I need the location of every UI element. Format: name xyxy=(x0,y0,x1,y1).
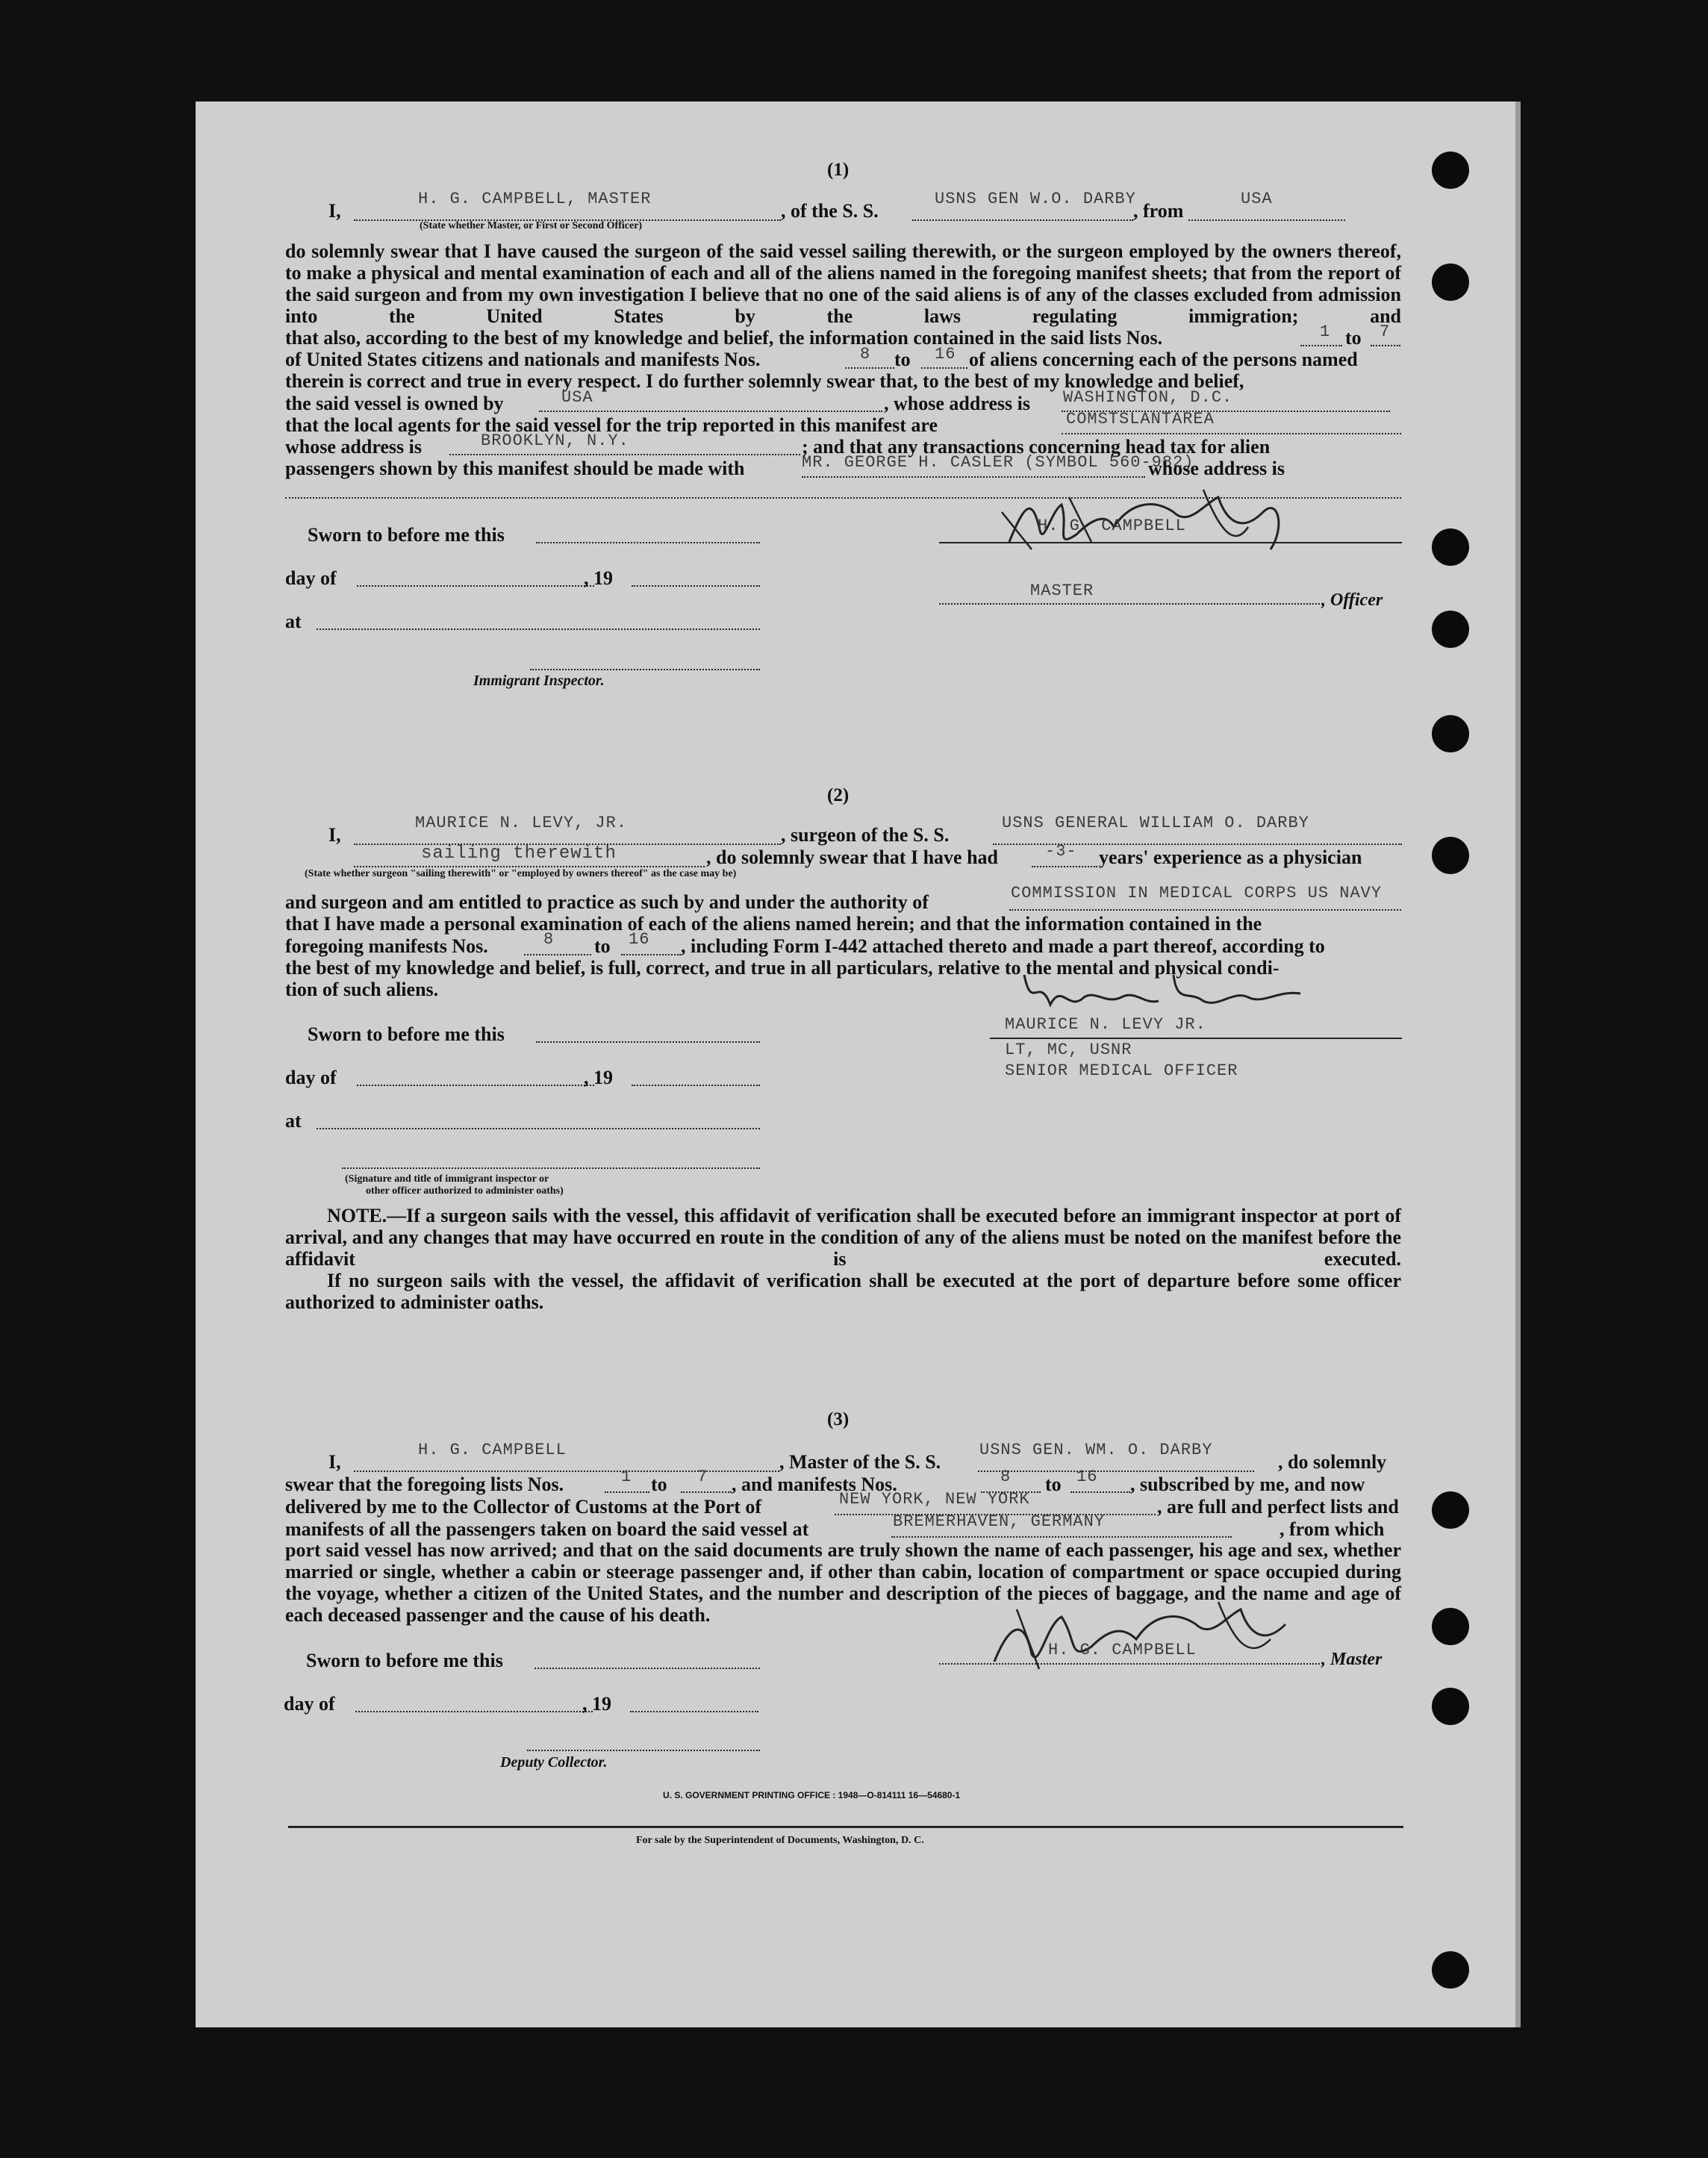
from-which-text: , from which xyxy=(1280,1518,1385,1540)
from-label: , from xyxy=(1133,200,1184,222)
year2-line xyxy=(632,1085,760,1086)
surgeon-of-label: , surgeon of the S. S. xyxy=(781,824,950,846)
at-line xyxy=(317,629,760,630)
subscribed-text: , subscribed by me, and now xyxy=(1130,1474,1365,1495)
transactions-text: ; and that any transactions concerning head tax for alien xyxy=(802,436,1271,458)
master3-typed-name: H. G. CAMPBELL xyxy=(1048,1641,1197,1659)
at2-label: at xyxy=(285,1110,302,1132)
master-label: , Master xyxy=(1321,1650,1383,1669)
manifests3-to-line xyxy=(1070,1491,1130,1493)
surgeon-typed-name: MAURICE N. LEVY JR. xyxy=(1005,1015,1206,1034)
section1-number: (1) xyxy=(827,160,850,180)
vessel-value: USNS GEN W.O. DARBY xyxy=(935,190,1136,208)
inspector-line xyxy=(530,669,760,670)
agents-address-line xyxy=(449,454,800,455)
manifests-from-line xyxy=(845,367,894,369)
lists-from-line xyxy=(1300,345,1342,346)
of-ss-label: , of the S. S. xyxy=(781,200,879,222)
paper-edge xyxy=(1515,102,1521,2027)
swear-text: swear that the foregoing lists Nos. xyxy=(285,1474,564,1495)
year-line xyxy=(632,585,760,587)
manifests3-to-value: 16 xyxy=(1076,1468,1098,1486)
punch-hole xyxy=(1432,715,1469,752)
master3-line xyxy=(354,1471,779,1472)
us-citizens-text: of United States citizens and nationals and manifests Nos. xyxy=(285,349,761,370)
at-label: at xyxy=(285,611,302,632)
manifests-to-value: 16 xyxy=(935,345,956,364)
to-label: to xyxy=(1345,327,1362,349)
lists3-from-value: 1 xyxy=(621,1468,632,1486)
punch-hole xyxy=(1432,528,1469,566)
immigrant-inspector-label: Immigrant Inspector. xyxy=(473,673,605,689)
punch-hole xyxy=(1432,837,1469,874)
passengers-label: passengers shown by this manifest should be made with xyxy=(285,458,745,479)
surgeon-name-value: MAURICE N. LEVY, JR. xyxy=(415,814,628,832)
section1-i: I, xyxy=(328,200,341,222)
authority-line xyxy=(1009,909,1401,911)
vessel-line xyxy=(912,219,1133,221)
therein-text: therein is correct and true in every respect. I do further solemnly swear that, to the best of my knowledge and belief, xyxy=(285,370,1244,392)
from-line xyxy=(1188,219,1345,221)
master-title-value: MASTER xyxy=(1030,581,1094,600)
whose-address2-label: whose address is xyxy=(285,436,423,458)
master-name-value: H. G. CAMPBELL, MASTER xyxy=(418,190,652,208)
day2-label: day of xyxy=(285,1067,337,1088)
foregoing-label: foregoing manifests Nos. xyxy=(285,935,488,957)
sailing-line xyxy=(354,866,705,867)
lists-to-line xyxy=(1371,345,1400,346)
officer-line xyxy=(939,603,1320,605)
manifests-all-text: manifests of all the passengers taken on board the said vessel at xyxy=(285,1518,809,1540)
lists-from-value: 1 xyxy=(1320,322,1331,341)
manifests2-to-value: 16 xyxy=(629,930,650,949)
surgeon-title: SENIOR MEDICAL OFFICER xyxy=(1005,1061,1238,1080)
punch-hole xyxy=(1432,1491,1469,1529)
whose-address-label: , whose address is xyxy=(884,393,1031,414)
sworn3-line xyxy=(534,1668,760,1669)
sworn2-label: Sworn to before me this xyxy=(308,1023,505,1045)
year-label: , 19 xyxy=(584,567,613,589)
punch-hole xyxy=(1432,1608,1469,1645)
authority-value: COMMISSION IN MEDICAL CORPS US NAVY xyxy=(1011,884,1383,902)
vessel3-line xyxy=(978,1471,1254,1472)
owner-address-value: WASHINGTON, D.C. xyxy=(1063,388,1233,407)
day-of-label: day of xyxy=(285,567,337,589)
year3-line xyxy=(630,1711,758,1712)
section3-paragraph: port said vessel has now arrived; and that on the said documents are truly shown the name of each passenger, his age and sex, whether married or single, whether a cabin or steerage passenger and, if other than cabin, location of compartment or space occupied during the voyage, whether a citizen of the United States, and the number and description of the pieces of baggage, and the name and age of each deceased passenger and the cause of his death. xyxy=(285,1539,1401,1626)
to-label: to xyxy=(894,349,911,370)
lists3-to-line xyxy=(681,1491,732,1493)
including-text: , including Form I-442 attached thereto and made a part thereof, according to xyxy=(681,935,1325,957)
master3-name-value: H. G. CAMPBELL xyxy=(418,1441,567,1459)
at2-line xyxy=(317,1128,760,1129)
section2-i: I, xyxy=(328,824,341,846)
to-label: to xyxy=(594,935,611,957)
section3-i: I, xyxy=(328,1451,341,1473)
agents-line xyxy=(1062,433,1401,434)
manifests-to-line xyxy=(921,367,967,369)
day2-line xyxy=(357,1085,594,1086)
inspector-note-2: other officer authorized to administer oaths) xyxy=(366,1185,564,1197)
head-tax-contact-value: MR. GEORGE H. CASLER (SYMBOL 560-982) xyxy=(802,453,1194,472)
manifests-from-value: 8 xyxy=(860,345,871,364)
collector-line xyxy=(527,1750,760,1751)
surgeon-note: (State whether surgeon "sailing therewith" or "employed by owners thereof" as the case may be) xyxy=(305,868,737,879)
note1-paragraph: NOTE.—If a surgeon sails with the vessel, this affidavit of verification shall be executed before an immigrant inspector at port of arrival, and any changes that may have occurred en route in the condition of any of the aliens must be noted on the manifest before the affidavit is executed. xyxy=(285,1205,1401,1270)
for-sale-line: For sale by the Superintendent of Documents, Washington, D. C. xyxy=(636,1835,924,1846)
from-value: USA xyxy=(1241,190,1273,208)
sworn-label: Sworn to before me this xyxy=(308,524,505,546)
inspector2-line xyxy=(342,1167,760,1169)
sworn3-label: Sworn to before me this xyxy=(306,1650,503,1671)
best-text: the best of my knowledge and belief, is full, correct, and true in all particulars, relative to the mental and physical condi- xyxy=(285,957,1280,979)
master-note: (State whether Master, or First or Second Officer) xyxy=(420,220,643,231)
years-line xyxy=(1032,866,1097,867)
do-swear-text: , do solemnly swear that I have had xyxy=(706,846,999,868)
printing-office-line: U. S. GOVERNMENT PRINTING OFFICE : 1948—O-814111 16—54680-1 xyxy=(663,1790,961,1800)
port-value: NEW YORK, NEW YORK xyxy=(839,1490,1030,1509)
manifests3-from-value: 8 xyxy=(1000,1468,1012,1486)
day3-label: day of xyxy=(284,1693,335,1715)
are-full-text: , are full and perfect lists and xyxy=(1157,1496,1399,1518)
section3-number: (3) xyxy=(827,1409,850,1429)
owner-value: USA xyxy=(561,388,593,407)
exam-text: that I have made a personal examination of each of the aliens named herein; and that the information contained in the xyxy=(285,913,1262,935)
punch-hole xyxy=(1432,611,1469,648)
master-typed-name: H. G. CAMPBELL xyxy=(1038,517,1186,535)
punch-hole xyxy=(1432,263,1469,301)
lists3-to-value: 7 xyxy=(697,1468,708,1486)
delivered-text: delivered by me to the Collector of Customs at the Port of xyxy=(285,1496,762,1518)
master-of-label: , Master of the S. S. xyxy=(779,1451,941,1473)
master-sign-line xyxy=(939,542,1402,543)
surgeon-sign-line xyxy=(990,1038,1402,1039)
do-solemnly-text: , do solemnly xyxy=(1278,1451,1387,1473)
punch-hole xyxy=(1432,152,1469,189)
whose-address3-label: whose address is xyxy=(1148,458,1285,479)
sworn-line xyxy=(536,542,760,543)
authority-text: and surgeon and am entitled to practice as such by and under the authority of xyxy=(285,891,929,913)
agents-value: COMSTSLANTAREA xyxy=(1066,410,1215,428)
owned-by-label: the said vessel is owned by xyxy=(285,393,504,414)
manifests2-to-line xyxy=(621,954,681,955)
such-aliens-text: tion of such aliens. xyxy=(285,979,439,1000)
year3-label: , 19 xyxy=(582,1693,611,1715)
head-tax-line xyxy=(802,476,1145,478)
punch-hole xyxy=(1432,1951,1469,1989)
and-also-text: that also, according to the best of my knowledge and belief, the information contained in the said lists Nos. xyxy=(285,327,1163,349)
surgeon-rank: LT, MC, USNR xyxy=(1005,1041,1132,1059)
manifest-back-page xyxy=(196,102,1521,2027)
vessel3-value: USNS GEN. WM. O. DARBY xyxy=(979,1441,1213,1459)
lists3-from-line xyxy=(605,1491,649,1493)
deputy-collector-label: Deputy Collector. xyxy=(500,1754,608,1771)
to-label: to xyxy=(1045,1474,1062,1495)
years-value: -3- xyxy=(1045,842,1077,861)
sworn2-line xyxy=(536,1041,760,1043)
officer-label: , Officer xyxy=(1321,590,1383,610)
manifests2-from-value: 8 xyxy=(543,930,555,949)
vessel2-value: USNS GENERAL WILLIAM O. DARBY xyxy=(1002,814,1309,832)
section1-paragraph: do solemnly swear that I have caused the surgeon of the said vessel sailing therewith, or the surgeon employed by the owners thereof, to make a physical and mental examination of each and all of the aliens named in the foregoing manifest sheets; that from the report of the said surgeon and from my own investigation I believe that no one of the said aliens is of any of the classes excluded from admission into the United States by the laws regulating immigration; and xyxy=(285,240,1401,327)
years-exp-text: years' experience as a physician xyxy=(1099,846,1362,868)
manifests2-from-line xyxy=(524,954,591,955)
punch-hole xyxy=(1432,1688,1469,1725)
local-agents-label: that the local agents for the said vessel for the trip reported in this manifest are xyxy=(285,414,938,436)
note2-paragraph: If no surgeon sails with the vessel, the affidavit of verification shall be executed at the port of departure before some officer authorized to administer oaths. xyxy=(285,1270,1401,1313)
agents-address-value: BROOKLYN, N.Y. xyxy=(481,431,629,450)
and-manifests-text: , and manifests Nos. xyxy=(732,1474,897,1495)
departure-line xyxy=(891,1536,1232,1538)
inspector-note-1: (Signature and title of immigrant inspector or xyxy=(345,1173,549,1185)
year2-label: , 19 xyxy=(584,1067,613,1088)
lists-to-value: 7 xyxy=(1380,322,1391,341)
sailing-value: sailing therewith xyxy=(421,843,617,864)
to-label: to xyxy=(651,1474,667,1495)
departure-value: BREMERHAVEN, GERMANY xyxy=(893,1512,1106,1531)
master3-sign-line xyxy=(939,1663,1320,1665)
section2-number: (2) xyxy=(827,785,850,805)
day3-line xyxy=(355,1711,593,1712)
footer-rule xyxy=(288,1826,1403,1828)
owner-line xyxy=(539,411,882,412)
day-line xyxy=(357,585,594,587)
of-aliens-text: of aliens concerning each of the persons named xyxy=(969,349,1358,370)
